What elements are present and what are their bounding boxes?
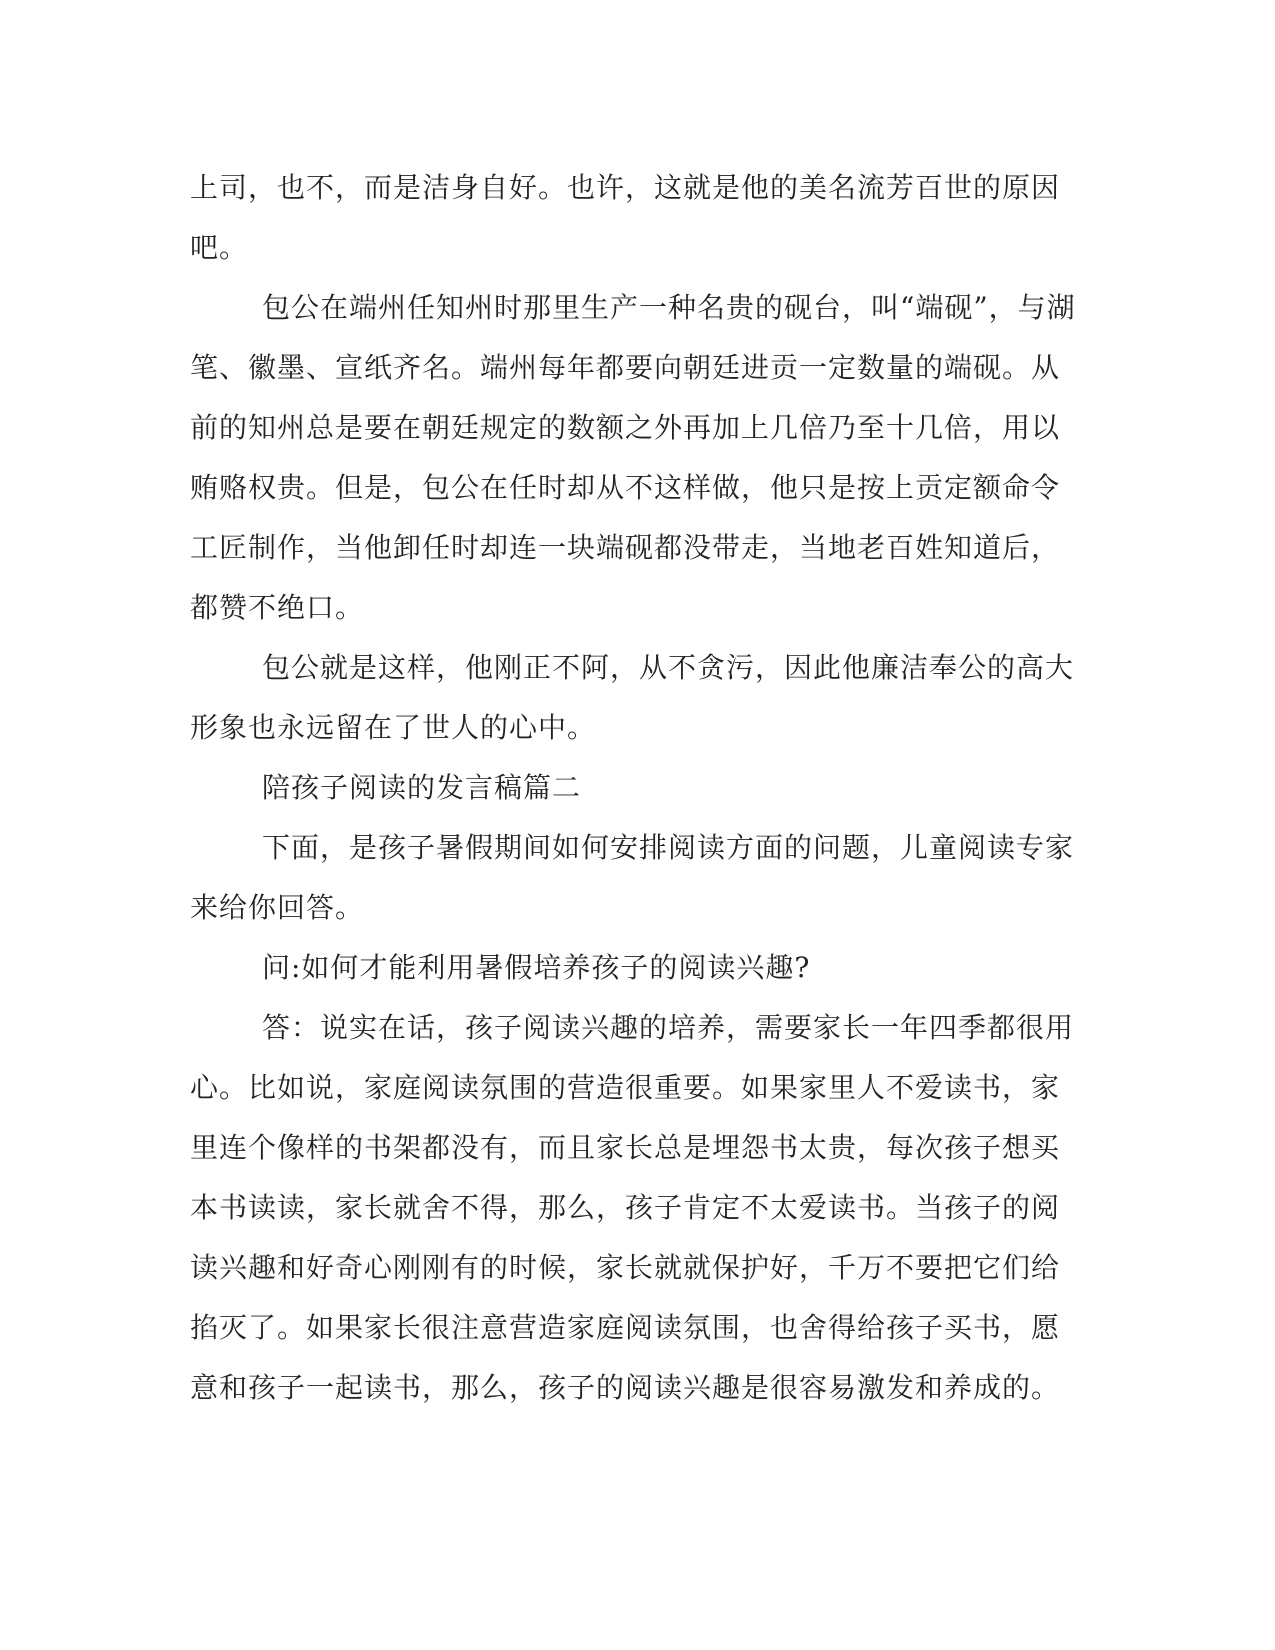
text-line: 答：说实在话，孩子阅读兴趣的培养，需要家长一年四季都很用	[262, 1011, 1075, 1044]
text-line: 里连个像样的书架都没有，而且家长总是埋怨书太贵，每次孩子想买	[190, 1131, 1061, 1164]
text-line: 下面，是孩子暑假期间如何安排阅读方面的问题，儿童阅读专家	[262, 831, 1075, 864]
text-line: 都赞不绝口。	[190, 591, 365, 624]
text-line: 问:如何才能利用暑假培养孩子的阅读兴趣?	[262, 951, 811, 984]
text-line: 贿赂权贵。但是，包公在任时却从不这样做，他只是按上贡定额命令	[190, 471, 1061, 504]
text-line: 吧。	[190, 231, 249, 264]
text-line: 读兴趣和好奇心刚刚有的时候，家长就就保护好，千万不要把它们给	[190, 1251, 1061, 1284]
heading-line: 陪孩子阅读的发言稿篇二	[262, 771, 582, 804]
text-line: 心。比如说，家庭阅读氛围的营造很重要。如果家里人不爱读书，家	[190, 1071, 1061, 1104]
text-line: 形象也永远留在了世人的心中。	[190, 711, 597, 744]
section-heading	[190, 758, 1100, 818]
paragraph	[190, 158, 1100, 278]
text-line: 意和孩子一起读书，那么，孩子的阅读兴趣是很容易激发和养成的。	[190, 1371, 1061, 1404]
text-line: 包公就是这样，他刚正不阿，从不贪污，因此他廉洁奉公的高大	[262, 651, 1075, 684]
text-line: 包公在端州任知州时那里生产一种名贵的砚台，叫“端砚”，与湖	[262, 291, 1076, 324]
paragraph	[190, 278, 1100, 638]
text-line: 笔、徽墨、宣纸齐名。端州每年都要向朝廷进贡一定数量的端砚。从	[190, 351, 1061, 384]
question-paragraph	[190, 938, 1100, 998]
text-line: 掐灭了。如果家长很注意营造家庭阅读氛围，也舍得给孩子买书，愿	[190, 1311, 1061, 1344]
document-body	[190, 158, 1100, 1418]
text-line: 上司，也不，而是洁身自好。也许，这就是他的美名流芳百世的原因	[190, 171, 1061, 204]
paragraph	[190, 818, 1100, 938]
text-line: 来给你回答。	[190, 891, 365, 924]
paragraph	[190, 638, 1100, 758]
text-line: 本书读读，家长就舍不得，那么，孩子肯定不太爱读书。当孩子的阅	[190, 1191, 1061, 1224]
text-line: 前的知州总是要在朝廷规定的数额之外再加上几倍乃至十几倍，用以	[190, 411, 1061, 444]
text-line: 工匠制作，当他卸任时却连一块端砚都没带走，当地老百姓知道后，	[190, 531, 1061, 564]
answer-paragraph	[190, 998, 1100, 1418]
